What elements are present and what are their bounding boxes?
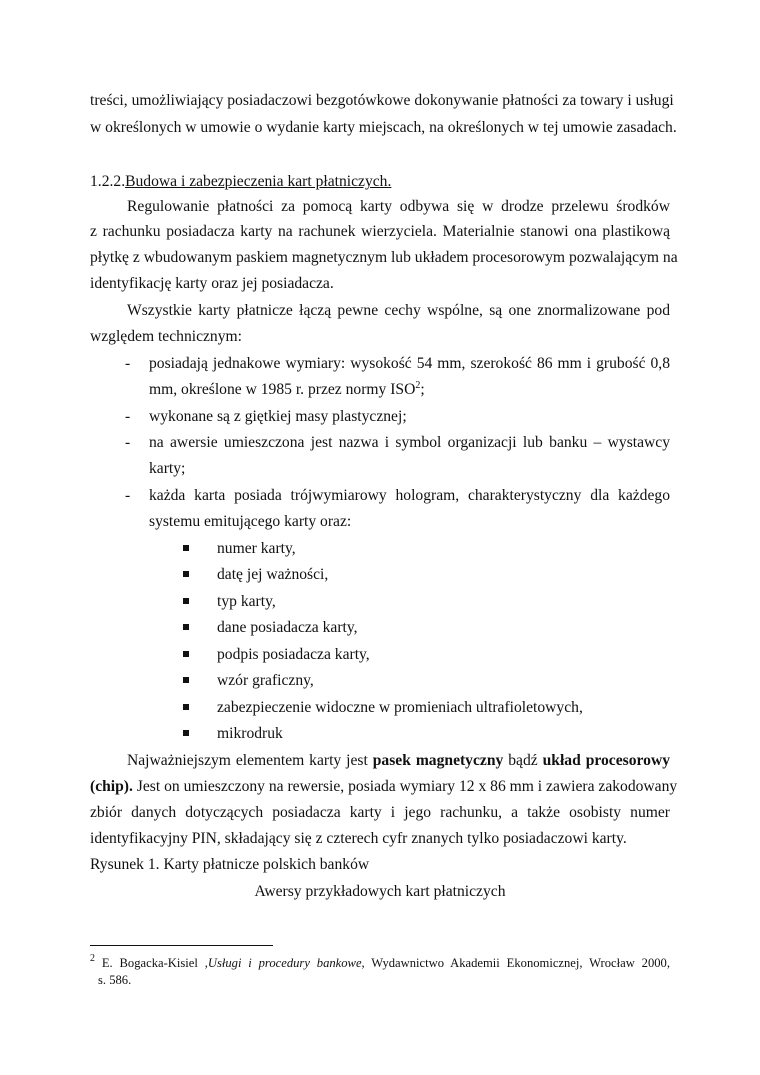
bold-term: pasek magnetyczny [372,752,504,769]
list-item-text: systemu emitującego karty oraz: [149,513,352,530]
square-bullet-icon [183,624,189,630]
sub-list-item: wzór graficzny, [217,672,314,689]
square-bullet-icon [183,704,189,710]
square-bullet-icon [183,545,189,551]
sub-list-item: datę jej ważności, [217,566,329,583]
sub-list-item: numer karty, [217,540,296,557]
dash-marker: - [125,408,131,425]
footnote-divider [90,945,273,946]
list-item-text: posiadają jednakowe wymiary: wysokość 54 mm, szerokość 86 mm i grubość 0,8 [149,355,670,372]
sub-list-item: podpis posiadacza karty, [217,646,370,663]
dash-marker: - [125,487,131,504]
figure-caption: Rysunek 1. Karty płatnicze polskich banków [90,856,370,873]
sub-list-item: zabezpieczenie widoczne w promieniach ultrafioletowych, [217,699,583,716]
text-part: bądź [503,752,543,769]
bold-term: (chip). [90,778,133,795]
list-item-text-part: mm, określone w 1985 r. przez normy ISO [149,381,416,398]
figure-subtitle: Awersy przykładowych kart płatniczych [254,883,506,900]
footnote-author: E. Bogacka-Kisiel , [95,956,208,970]
square-bullet-icon [183,598,189,604]
section-number: 1.2.2. [90,173,126,190]
footnote-ref: 2 [415,380,421,391]
body-text-line: zbiór danych dotyczących posiadacza karty i jego rachunku, a także osobisty numer [90,804,670,821]
footnote-number: 2 [90,953,95,964]
dash-marker: - [125,355,131,372]
footnote-publisher: , Wydawnictwo Akademii Ekonomicznej, Wrocław 2000, [361,956,670,970]
sub-list-item: typ karty, [217,593,276,610]
body-text-line: Wszystkie karty płatnicze łączą pewne cechy wspólne, są one znormalizowane pod [127,302,670,319]
square-bullet-icon [183,651,189,657]
list-item-text: każda karta posiada trójwymiarowy hologram, charakterystyczny dla każdego [149,487,670,504]
body-text-line: identyfikacyjny PIN, składający się z czterech cyfr znanych tylko posiadaczowi karty. [90,830,627,847]
sub-list-item: mikrodruk [217,725,283,742]
section-title: Budowa i zabezpieczenia kart płatniczych. [125,173,392,190]
text-part: Jest on umieszczony na rewersie, posiada wymiary 12 x 86 mm i zawiera zakodowany [132,778,678,795]
text-part: Najważniejszym elementem karty jest [127,752,373,769]
body-text-line: względem technicznym: [90,328,242,345]
list-item-text [149,380,670,400]
bold-term: układ procesorowy [542,752,670,769]
list-item-text: karty; [149,460,186,477]
body-text-line [90,777,678,797]
list-item-text-part: ; [420,381,425,398]
body-text-line: z rachunku posiadacza karty na rachunek wierzyciela. Materialnie stanowi ona plastikową [90,223,670,240]
body-text-line: w określonych w umowie o wydanie karty miejscach, na określonych w tej umowie zasadach. [90,119,677,136]
footnote-title: Usługi i procedury bankowe [207,956,362,970]
sub-list-item: dane posiadacza karty, [217,619,358,636]
body-text-line: Regulowanie płatności za pomocą karty odbywa się w drodze przelewu środków [127,198,670,215]
square-bullet-icon [183,571,189,577]
square-bullet-icon [183,730,189,736]
section-heading [90,172,391,192]
body-text-line: treści, umożliwiający posiadaczowi bezgotówkowe dokonywanie płatności za towary i usługi [90,92,674,109]
footnote-pages: s. 586. [98,973,132,987]
body-text-line: identyfikację karty oraz jej posiadacza. [90,275,334,292]
dash-marker: - [125,434,131,451]
list-item-text: na awersie umieszczona jest nazwa i symbol organizacji lub banku – wystawcy [149,434,670,451]
footnote [90,955,670,972]
body-text-line [127,751,670,771]
list-item-text: wykonane są z giętkiej masy plastycznej; [149,408,407,425]
body-text-line: płytkę z wbudowanym paskiem magnetycznym lub układem procesorowym pozwalającym na [90,249,678,266]
square-bullet-icon [183,677,189,683]
